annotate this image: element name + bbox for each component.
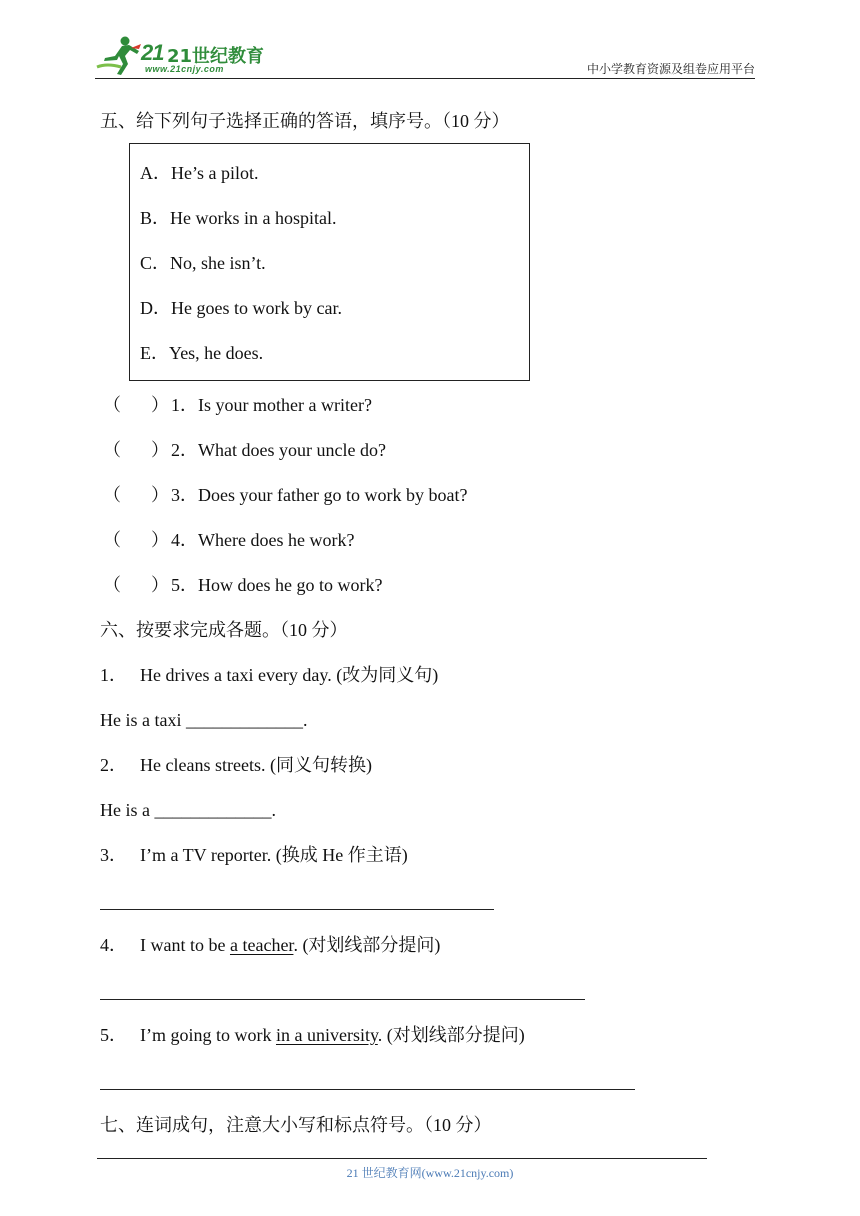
runner-logo-icon: [95, 34, 143, 78]
question-text: 1．Is your mother a writer?: [171, 395, 372, 415]
task-item: [100, 843, 408, 867]
question-row: [103, 438, 386, 462]
logo-text: 21世纪教育: [167, 46, 265, 67]
task-text: He drives a taxi every day. (改为同义句): [140, 665, 439, 685]
task-answer-line[interactable]: He is a taxi _____________.: [100, 710, 308, 730]
page-footer: 21 世纪教育网(www.21cnjy.com): [346, 1166, 514, 1180]
answer-blank-line[interactable]: [100, 1089, 635, 1090]
question-row: [103, 393, 372, 417]
task-answer-line[interactable]: He is a _____________.: [100, 800, 276, 820]
header-tagline: 中小学教育资源及组卷应用平台: [586, 62, 755, 76]
question-text: 5．How does he go to work?: [171, 575, 383, 595]
option-d: D．He goes to work by car.: [140, 298, 342, 318]
site-logo: [95, 34, 265, 78]
option-c: C．No, she isn’t.: [140, 253, 266, 273]
question-text: 3．Does your father go to work by boat?: [171, 485, 468, 505]
question-row: [103, 528, 354, 552]
section-7-title: 七、连词成句，注意大小写和标点符号。（10 分）: [100, 1115, 492, 1135]
task-number: 4．: [100, 935, 127, 955]
logo-url: www.21cnjy.com: [145, 64, 224, 74]
section-5-title: 五、给下列句子选择正确的答语，填序号。（10 分）: [100, 111, 510, 131]
option-e: E．Yes, he does.: [140, 343, 264, 363]
answer-blank[interactable]: （ ）: [103, 395, 169, 415]
footer-divider: [97, 1158, 707, 1159]
answer-options-box: [129, 143, 530, 381]
question-row: [103, 483, 467, 507]
task-number: 1．: [100, 665, 127, 685]
task-item: [100, 663, 438, 687]
option-b: B．He works in a hospital.: [140, 208, 337, 228]
task-item: [100, 753, 372, 777]
logo-number: 21: [141, 40, 164, 65]
page-header: [95, 34, 755, 79]
question-row: [103, 573, 382, 597]
task-item: 5． I’m going to work in a university. (对划线部分提问): [100, 1025, 525, 1045]
option-a: A．He’s a pilot.: [140, 163, 259, 183]
task-number: 5．: [100, 1025, 127, 1045]
answer-blank[interactable]: （ ）: [103, 440, 169, 460]
answer-blank[interactable]: （ ）: [103, 485, 169, 505]
task-number: 3．: [100, 845, 127, 865]
task-number: 2．: [100, 755, 127, 775]
task-item: 4． I want to be a teacher. (对划线部分提问): [100, 935, 441, 955]
answer-blank-line[interactable]: [100, 999, 585, 1000]
section-6-title: 六、按要求完成各题。（10 分）: [100, 620, 348, 640]
task-text: I’m a TV reporter. (换成 He 作主语): [140, 845, 408, 865]
task-text: He cleans streets. (同义句转换): [140, 755, 372, 775]
question-text: 4．Where does he work?: [171, 530, 355, 550]
question-text: 2．What does your uncle do?: [171, 440, 386, 460]
underlined-phrase: in a university: [275, 1025, 378, 1045]
answer-blank-line[interactable]: [100, 909, 494, 910]
answer-blank[interactable]: （ ）: [103, 575, 169, 595]
answer-blank[interactable]: （ ）: [103, 530, 169, 550]
underlined-phrase: a teacher: [229, 935, 294, 955]
